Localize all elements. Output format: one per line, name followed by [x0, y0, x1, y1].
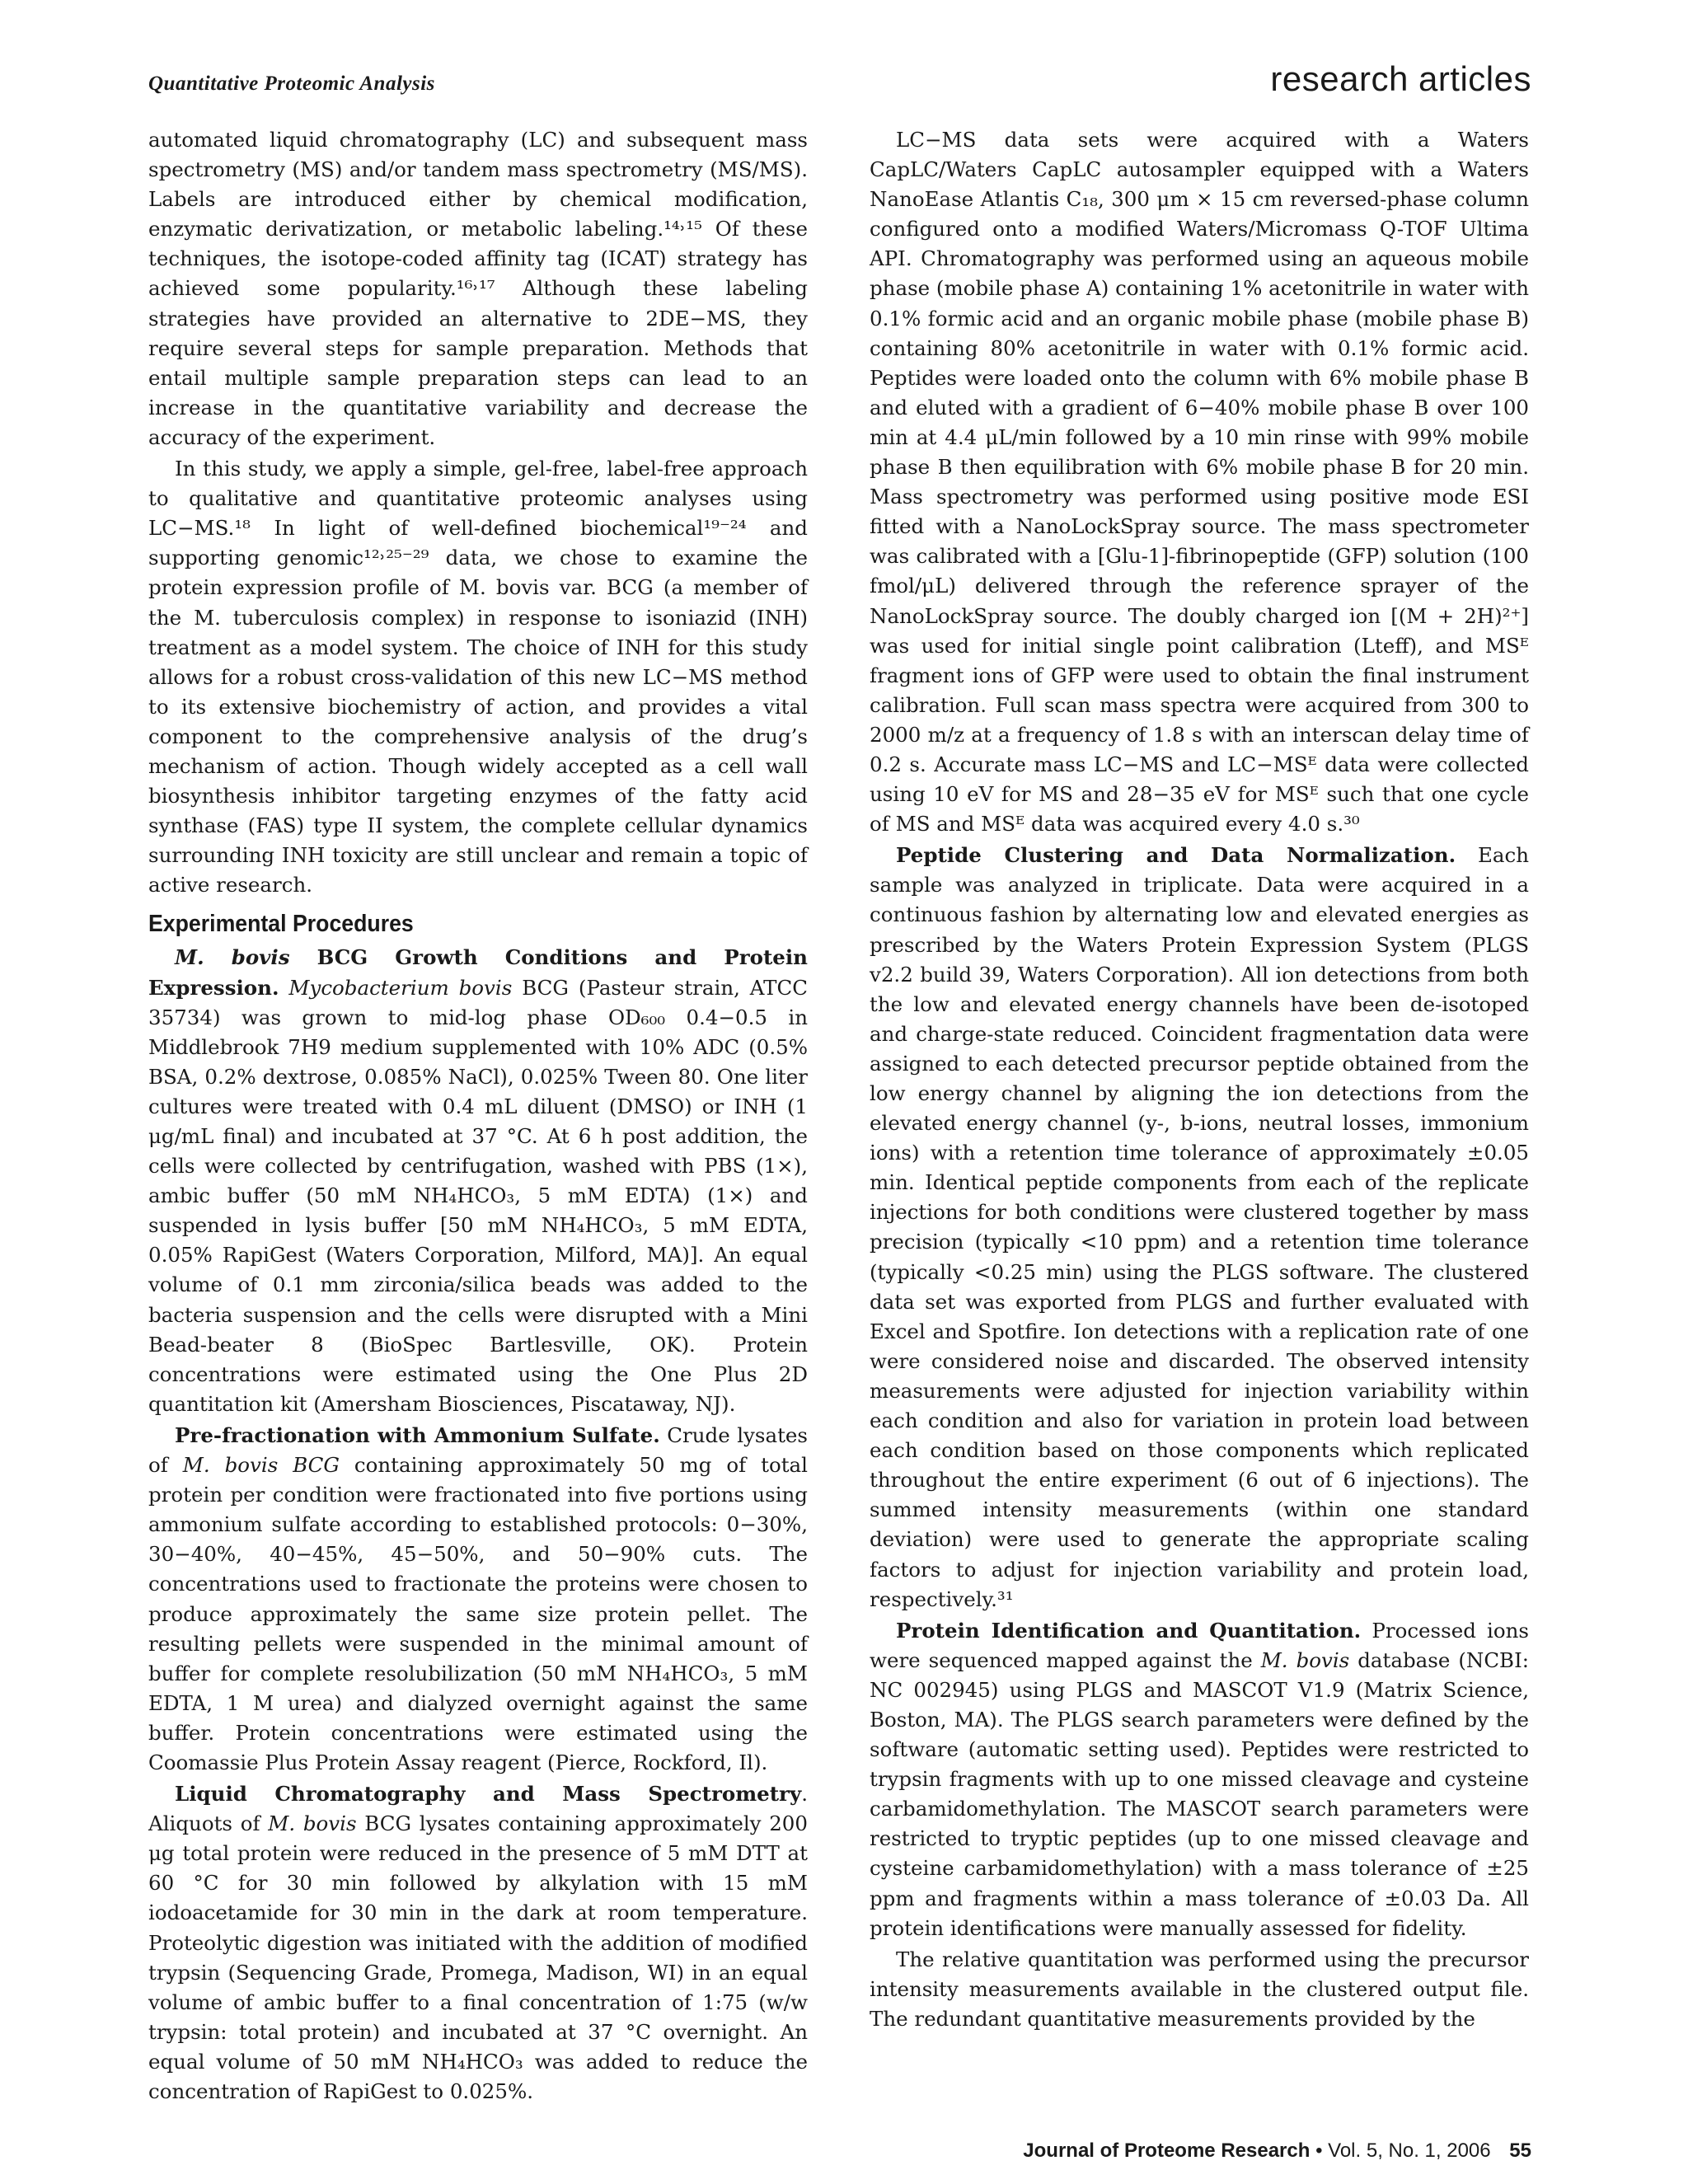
body-text: BCG lysates containing approximately 200 μg total protein were reduced in the presence of 5 mM DTT at 60 °C for 30 min followed by alkylation with 15 mM iodoacetamide for 30 min in the dark at room temperature. Proteolytic digestion was initiated with the addition of modified trypsin (Sequencing Grade, Promega, Madison, WI) in an equal volume of ambic buffer to a final concentration of 1:75 (w/w trypsin: total protein) and incubated at 37 °C overnight. An equal volume of 50 mM NH₄HCO₃ was added to reduce the concentration of RapiGest to 0.025%. — [148, 1811, 808, 2103]
paragraph: In this study, we apply a simple, gel-free, label-free approach to qualitative and quantitative proteomic analyses using LC−MS.¹⁸ In light of well-defined biochemical¹⁹⁻²⁴ and supporting genomic¹²˒²⁵⁻²⁹ data, we chose to examine the protein expression profile of M. bovis var. BCG (a member of the M. tuberculosis complex) in response to isoniazid (INH) treatment as a model system. The choice of INH for this study allows for a robust cross-validation of this new LC−MS method to its extensive biochemistry of action, and provides a vital component to the comprehensive analysis of the drug’s mechanism of action. Though widely accepted as a cell wall biosynthesis inhibitor targeting enzymes of the fatty acid synthase (FAS) type II system, the complete cellular dynamics surrounding INH toxicity are still unclear and remain a topic of active research. — [148, 457, 808, 898]
paragraph: LC−MS data sets were acquired with a Waters CapLC/Waters CapLC autosampler equipped with a Waters NanoEase Atlantis C₁₈, 300 μm × 15 cm reversed-phase column configured onto a modified Waters/Micromass Q-TOF Ultima API. Chromatography was performed using an aqueous mobile phase (mobile phase A) containing 1% acetonitrile in water with 0.1% formic acid and an organic mobile phase (mobile phase B) containing 80% acetonitrile in water with 0.1% formic acid. Peptides were loaded onto the column with 6% mobile phase B and eluted with a gradient of 6−40% mobile phase B over 100 min at 4.4 μL/min followed by a 10 min rinse with 99% mobile phase B then equilibration with 6% mobile phase B for 20 min. Mass spectrometry was performed using positive mode ESI fitted with a NanoLockSpray source. The mass spectrometer was calibrated with a [Glu-1]-fibrinopeptide (GFP) solution (100 fmol/μL) delivered through the reference sprayer of the NanoLockSpray source. The doubly charged ion [(M + 2H)²⁺] was used for initial single point calibration (Lteff), and MSᴱ fragment ions of GFP were used to obtain the final instrument calibration. Full scan mass spectra were acquired from 300 to 2000 m/z at a frequency of 1.8 s with an interscan delay time of 0.2 s. Accurate mass LC−MS and LC−MSᴱ data were collected using 10 eV for MS and 28−35 eV for MSᴱ such that one cycle of MS and MSᴱ data was acquired every 4.0 s.³⁰ — [870, 128, 1529, 837]
footer-bullet: • — [1315, 2139, 1323, 2162]
runin-heading: Pre-fractionation with Ammonium Sulfate. — [175, 1422, 660, 1447]
body-text: . Aliquots of — [148, 1782, 808, 1836]
left-column — [148, 125, 808, 2107]
italic-text: M. bovis BCG — [182, 1453, 340, 1478]
body-text: database (NCBI: NC 002945) using PLGS and MASCOT V1.9 (Matrix Science, Boston, MA). The PLGS search parameters were defined by the software (automatic setting used). Peptides were restricted to trypsin fragments with up to one missed cleavage and cysteine carbamidomethylation. The MASCOT search parameters were restricted to tryptic peptides (up to one missed cleavage and cysteine carbamidomethylation) with a mass tolerance of ±25 ppm and fragments within a mass tolerance of ±0.03 Da. All protein identifications were manually assessed for fidelity. — [870, 1647, 1529, 1940]
italic-text: Mycobacterium bovis — [288, 975, 513, 1000]
volume-info: Vol. 5, No. 1, 2006 — [1328, 2139, 1491, 2162]
runin-heading: Protein Identification and Quantitation. — [896, 1618, 1362, 1643]
paragraph: automated liquid chromatography (LC) and subsequent mass spectrometry (MS) and/or tandem mass spectrometry (MS/MS). Labels are introduced either by chemical modification, enzymatic derivatization, or metabolic labeling.¹⁴˒¹⁵ Of these techniques, the isotope-coded affinity tag (ICAT) strategy has achieved some popularity.¹⁶˒¹⁷ Although these labeling strategies have provided an alternative to 2DE−MS, they require several steps for sample preparation. Methods that entail multiple sample preparation steps can lead to an increase in the quantitative variability and decrease the accuracy of the experiment. — [148, 128, 808, 449]
italic-text: M. bovis — [1260, 1647, 1350, 1672]
body-text: BCG (Pasteur strain, ATCC 35734) was grown to mid-log phase OD₆₀₀ 0.4−0.5 in Middlebrook 7H9 medium supplemented with 10% ADC (0.5% BSA, 0.2% dextrose, 0.085% NaCl), 0.025% Tween 80. One liter cultures were treated with 0.4 mL diluent (DMSO) or INH (1 μg/mL final) and incubated at 37 °C. At 6 h post addition, the cells were collected by centrifugation, washed with PBS (1×), ambic buffer (50 mM NH₄HCO₃, 5 mM EDTA) (1×) and suspended in lysis buffer [50 mM NH₄HCO₃, 5 mM EDTA, 0.05% RapiGest (Waters Corporation, Milford, MA)]. An equal volume of 0.1 mm zirconia/silica beads was added to the bacteria suspension and the cells were disrupted with a Mini Bead-beater 8 (BioSpec Bartlesville, OK). Protein concentrations were estimated using the One Plus 2D quantitation kit (Amersham Biosciences, Piscataway, NJ). — [148, 975, 808, 1416]
section-label: research articles — [1270, 59, 1531, 98]
runin-heading-italic: M. bovis — [175, 945, 290, 970]
italic-text: M. bovis — [268, 1811, 357, 1836]
runin-heading: Liquid Chromatography and Mass Spectrometry — [175, 1782, 802, 1807]
journal-name: Journal of Proteome Research — [1023, 2139, 1311, 2162]
paragraph-growth-conditions — [148, 943, 808, 1419]
body-text: Processed ions were sequenced mapped against the — [870, 1618, 1529, 1672]
paragraph-clustering — [870, 841, 1529, 1614]
page-footer — [1023, 2139, 1531, 2163]
right-column — [870, 125, 1529, 2034]
page-number: 55 — [1509, 2139, 1531, 2162]
runin-heading: BCG Growth Conditions and Protein Expression. — [148, 945, 808, 1000]
paragraph: The relative quantitation was performed using the precursor intensity measurements available in the clustered output file. The redundant quantitative measurements provided by the — [870, 1947, 1529, 2031]
runin-heading: Peptide Clustering and Data Normalization. — [896, 843, 1456, 868]
paragraph-prefractionation — [148, 1421, 808, 1778]
body-text: Each sample was analyzed in triplicate. Data were acquired in a continuous fashion by alternating low and elevated energies as prescribed by the Waters Protein Expression System (PLGS v2.2 build 39, Waters Corporation). All ion detections from both the low and elevated energy channels have been de-isotoped and charge-state reduced. Coincident fragmentation data were assigned to each detected precursor peptide obtained from the low energy channel by aligning the ion detections from the elevated energy channel (y-, b-ions, neutral losses, immonium ions) with a retention time tolerance of approximately ±0.05 min. Identical peptide components from each of the replicate injections for both conditions were clustered together by mass precision (typically <10 ppm) and a retention time tolerance (typically <0.25 min) using the PLGS software. The clustered data set was exported from PLGS and further evaluated with Excel and Spotfire. Ion detections with a replication rate of one were considered noise and discarded. The observed intensity measurements were adjusted for injection variability within each condition and also for variation in protein load between each condition based on those components which replicated throughout the entire experiment (6 out of 6 injections). The summed intensity measurements (within one standard deviation) were used to generate the appropriate scaling factors to adjust for injection variability and protein load, respectively.³¹ — [870, 843, 1530, 1611]
running-title: Quantitative Proteomic Analysis — [148, 73, 435, 95]
section-heading: Experimental Procedures — [148, 911, 414, 938]
paragraph-identification — [870, 1616, 1529, 1943]
body-text: Crude lysates of — [148, 1422, 808, 1478]
paragraph-lc-ms — [148, 1779, 808, 2107]
body-text: containing approximately 50 mg of total protein per condition were fractionated into five portions using ammonium sulfate according to established protocols: 0−30%, 30−40%, 40−45%, 45−50%, and 50−90% cuts. The concentrations used to fractionate the proteins were chosen to produce approximately the same size protein pellet. The resulting pellets were suspended in the minimal amount of buffer for complete resolubilization (50 mM NH₄HCO₃, 5 mM EDTA, 1 M urea) and dialyzed overnight against the same buffer. Protein concentrations were estimated using the Coomassie Plus Protein Assay reagent (Pierce, Rockford, Il). — [148, 1453, 808, 1774]
